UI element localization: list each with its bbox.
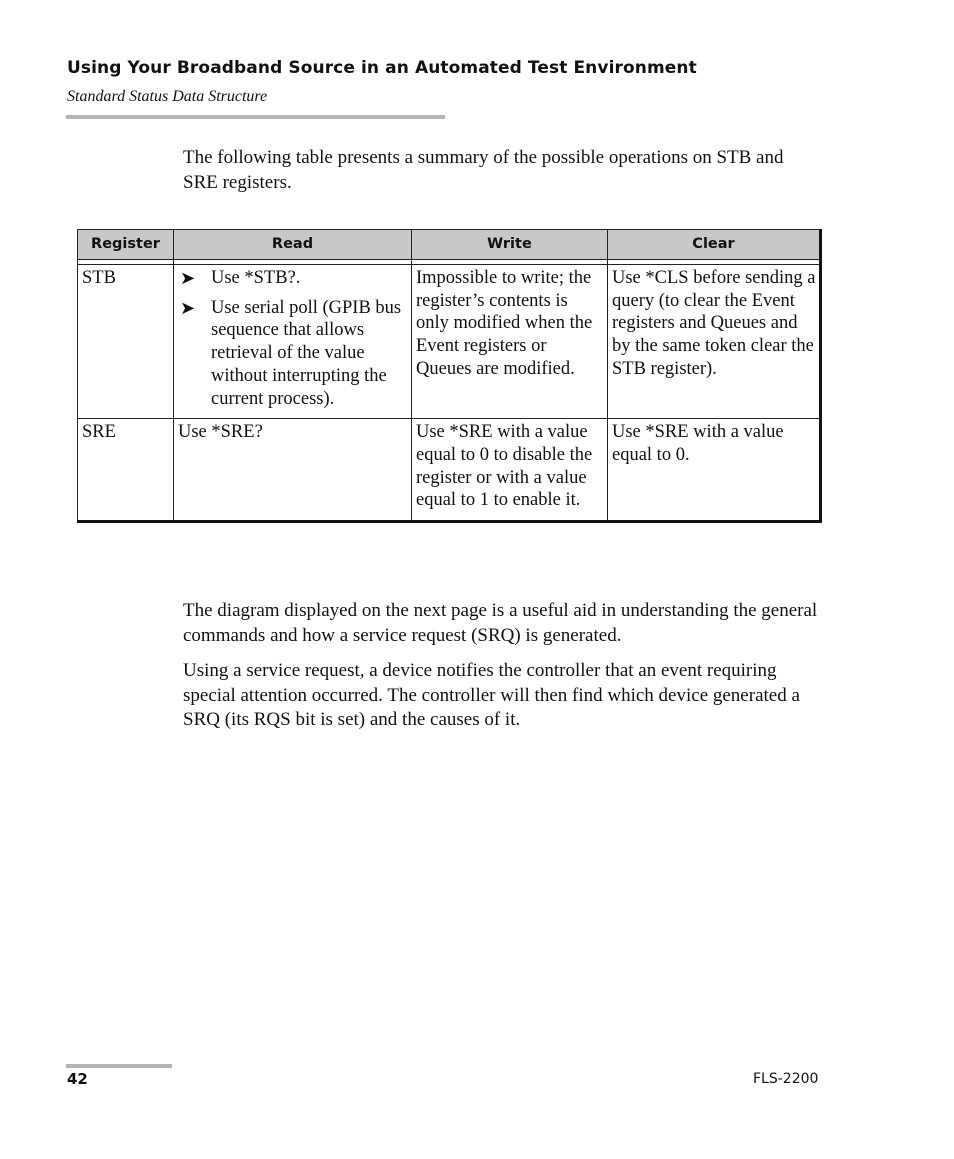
- page-number: 42: [67, 1070, 88, 1088]
- arrowhead-bullet-icon: ➤: [180, 297, 196, 319]
- register-cell: SRE: [78, 419, 174, 522]
- column-header-register: Register: [78, 230, 174, 260]
- table-row: [78, 265, 821, 419]
- list-item: [178, 297, 408, 411]
- body-paragraph: The diagram displayed on the next page is a useful aid in understanding the general commands and how a service request (SRQ) is generated.: [183, 600, 818, 646]
- section-subtitle: Standard Status Data Structure: [67, 88, 268, 105]
- register-cell: STB: [78, 265, 174, 419]
- section-title: Using Your Broadband Source in an Automated Test Environment: [67, 58, 697, 78]
- arrowhead-bullet-icon: ➤: [180, 268, 196, 289]
- table-row: [78, 419, 821, 522]
- product-code: FLS-2200: [753, 1071, 819, 1087]
- list-item: [178, 267, 408, 290]
- column-header-clear: Clear: [608, 230, 821, 260]
- footer-divider: [66, 1064, 172, 1068]
- body-paragraph: Using a service request, a device notifies the controller that an event requiring special attention occurred. The controller will then find which device generated a SRQ (its RQS bit is set) and the causes of it.: [183, 660, 800, 730]
- write-cell: Use *SRE with a value equal to 0 to disable the register or with a value equal to 1 to enable it.: [412, 419, 608, 522]
- read-cell: Use *SRE?: [174, 419, 412, 522]
- read-cell: [174, 265, 412, 419]
- table-header-row: [78, 230, 821, 260]
- intro-paragraph: The following table presents a summary of the possible operations on STB and SRE registers.: [183, 147, 784, 193]
- write-cell: Impossible to write; the register’s contents is only modified when the Event registers or Queues are modified.: [412, 265, 608, 419]
- read-options-list: [178, 267, 408, 410]
- column-header-read: Read: [174, 230, 412, 260]
- list-item-text: Use serial poll (GPIB bus sequence that allows retrieval of the value without interrupting the current process).: [211, 297, 402, 409]
- header-divider: [66, 115, 445, 119]
- register-operations-table: [77, 229, 822, 523]
- clear-cell: Use *CLS before sending a query (to clear the Event registers and Queues and by the same token clear the STB register).: [608, 265, 821, 419]
- list-item-text: Use *STB?.: [211, 268, 301, 288]
- column-header-write: Write: [412, 230, 608, 260]
- clear-cell: Use *SRE with a value equal to 0.: [608, 419, 821, 522]
